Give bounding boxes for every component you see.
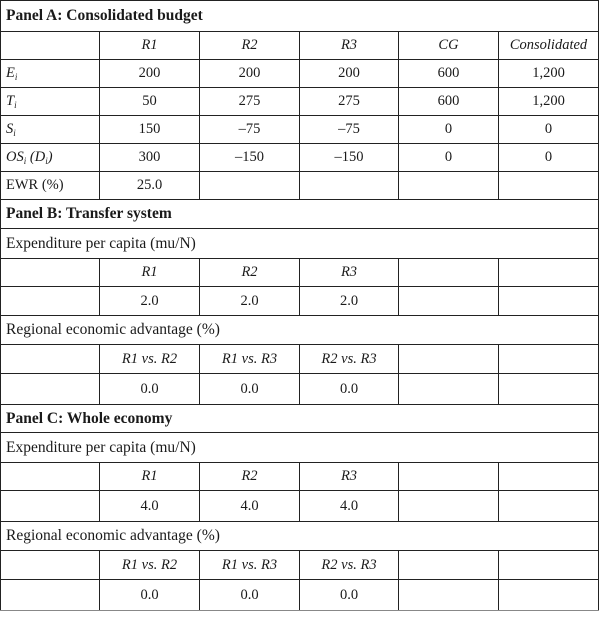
header-empty (1, 259, 100, 287)
col-header-r1-vs-r2: R1 vs. R2 (100, 551, 200, 580)
cell: 600 (399, 60, 499, 88)
table-row-os (1, 144, 599, 172)
cell: 0.0 (100, 374, 200, 405)
panel-a-header-row (1, 32, 599, 60)
cell: 0.0 (100, 580, 200, 611)
cell: 2.0 (200, 287, 300, 316)
panel-b-expenditure-title-row (1, 229, 599, 259)
cell-empty (1, 491, 100, 522)
row-label-os: $OS_i$ $(D_i)$ (1, 144, 100, 172)
cell-empty (499, 551, 599, 580)
cell: 200 (100, 60, 200, 88)
col-header-r3: R3 (300, 32, 399, 60)
panel-c-expenditure-header-row (1, 463, 599, 491)
cell-empty (499, 345, 599, 374)
cell-empty (399, 580, 499, 611)
cell: 1,200 (499, 88, 599, 116)
cell-empty (499, 580, 599, 611)
panel-c-expenditure-values-row (1, 491, 599, 522)
cell-empty (399, 374, 499, 405)
cell: –150 (300, 144, 399, 172)
row-label-e: $E_i$ (1, 60, 100, 88)
cell: 1,200 (499, 60, 599, 88)
panel-c-advantage-title: Regional economic advantage (%) (1, 522, 599, 551)
header-empty (1, 463, 100, 491)
header-empty (1, 345, 100, 374)
table-row-s (1, 116, 599, 144)
cell-empty (399, 491, 499, 522)
panel-b-title-row (1, 200, 599, 229)
panel-b-advantage-title: Regional economic advantage (%) (1, 316, 599, 345)
panel-c-title: Panel C: Whole economy (1, 405, 599, 433)
panel-b-advantage-title-row (1, 316, 599, 345)
row-label-ewr: EWR (%) (1, 172, 100, 200)
col-header-r1: R1 (100, 32, 200, 60)
panel-b-advantage-values-row (1, 374, 599, 405)
col-header-r1: R1 (100, 463, 200, 491)
cell: 0.0 (300, 374, 399, 405)
cell: 2.0 (300, 287, 399, 316)
row-label-s: $S_i$ (1, 116, 100, 144)
cell-empty (399, 551, 499, 580)
col-header-r2-vs-r3: R2 vs. R3 (300, 551, 399, 580)
cell (300, 172, 399, 200)
cell: 4.0 (100, 491, 200, 522)
panel-a-title-row (1, 1, 599, 32)
cell (399, 172, 499, 200)
panel-c-advantage-header-row (1, 551, 599, 580)
cell: 0 (499, 116, 599, 144)
panel-c-expenditure-title: Expenditure per capita (mu/N) (1, 433, 599, 463)
cell: 275 (300, 88, 399, 116)
cell: 0 (399, 116, 499, 144)
cell: 0.0 (300, 580, 399, 611)
header-empty (1, 551, 100, 580)
table-row-t (1, 88, 599, 116)
panel-b-expenditure-values-row (1, 287, 599, 316)
panel-c-advantage-title-row (1, 522, 599, 551)
panel-b-expenditure-title: Expenditure per capita (mu/N) (1, 229, 599, 259)
cell-empty (399, 463, 499, 491)
col-header-r2: R2 (200, 32, 300, 60)
col-header-r1-vs-r3: R1 vs. R3 (200, 551, 300, 580)
cell-empty (399, 287, 499, 316)
table-row-ewr (1, 172, 599, 200)
panel-c-title-row (1, 405, 599, 433)
cell-empty (499, 287, 599, 316)
cell-empty (499, 463, 599, 491)
cell: 4.0 (300, 491, 399, 522)
cell-empty (499, 374, 599, 405)
panel-a-title: Panel A: Consolidated budget (1, 1, 599, 32)
cell: 2.0 (100, 287, 200, 316)
cell: 300 (100, 144, 200, 172)
cell: 0.0 (200, 374, 300, 405)
col-header-r2-vs-r3: R2 vs. R3 (300, 345, 399, 374)
col-header-r1: R1 (100, 259, 200, 287)
col-header-r1-vs-r3: R1 vs. R3 (200, 345, 300, 374)
cell-empty (1, 374, 100, 405)
cell: –75 (200, 116, 300, 144)
panel-b-advantage-header-row (1, 345, 599, 374)
cell-empty (1, 580, 100, 611)
cell: 600 (399, 88, 499, 116)
cell (200, 172, 300, 200)
row-label-t: $T_i$ (1, 88, 100, 116)
cell-empty (499, 491, 599, 522)
col-header-r3: R3 (300, 463, 399, 491)
header-empty (1, 32, 100, 60)
col-header-consolidated: Consolidated (499, 32, 599, 60)
cell: –150 (200, 144, 300, 172)
cell-empty (499, 259, 599, 287)
panel-b-title: Panel B: Transfer system (1, 200, 599, 229)
panel-b-expenditure-header-row (1, 259, 599, 287)
cell: 150 (100, 116, 200, 144)
cell: 0 (399, 144, 499, 172)
cell: 0.0 (200, 580, 300, 611)
cell: 0 (499, 144, 599, 172)
col-header-r2: R2 (200, 463, 300, 491)
cell-empty (399, 345, 499, 374)
cell-empty (1, 287, 100, 316)
cell (499, 172, 599, 200)
col-header-r3: R3 (300, 259, 399, 287)
col-header-r1-vs-r2: R1 vs. R2 (100, 345, 200, 374)
cell: 200 (200, 60, 300, 88)
cell: 50 (100, 88, 200, 116)
cell: 200 (300, 60, 399, 88)
cell: 4.0 (200, 491, 300, 522)
col-header-cg: CG (399, 32, 499, 60)
table-row-e (1, 60, 599, 88)
col-header-r2: R2 (200, 259, 300, 287)
cell: 275 (200, 88, 300, 116)
cell: 25.0 (100, 172, 200, 200)
cell-empty (399, 259, 499, 287)
panel-c-expenditure-title-row (1, 433, 599, 463)
cell: –75 (300, 116, 399, 144)
panel-c-advantage-values-row (1, 580, 599, 611)
